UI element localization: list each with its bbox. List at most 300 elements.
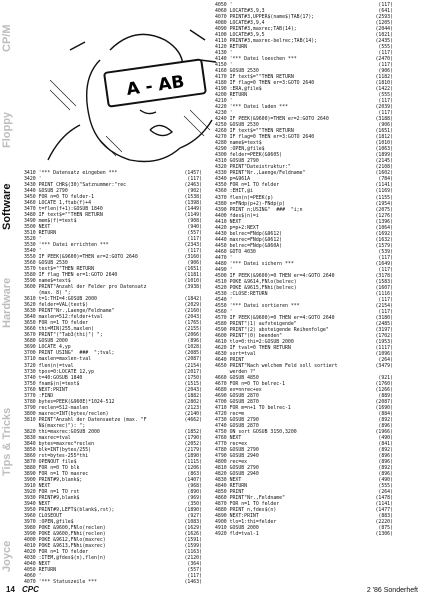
page-number: 14	[6, 585, 15, 594]
checksum: (1810)	[375, 80, 393, 87]
code-text: 3980 POKE &9600,FNlo(reclen)	[24, 524, 106, 531]
code-text: 4020 FOR n=1 TO felder	[24, 548, 89, 555]
code-text: 4420 p=p+2:NEXT	[215, 224, 259, 231]
code-text: 4400 fdes$(n)=i	[215, 212, 259, 219]
code-text: 3920 FOR n=1 TO rst	[24, 488, 80, 495]
checksum: (1629)	[184, 524, 202, 531]
code-text: 3970 :OPEN,@file$	[24, 518, 74, 525]
code-text: 4080 LOCATE#3,9,4	[215, 20, 265, 27]
checksum: (2043)	[184, 386, 202, 393]
checksum: (2593)	[375, 14, 393, 21]
checksum: (1966)	[375, 429, 393, 436]
checksum: (1306)	[375, 531, 393, 538]
checksum: (2029)	[184, 302, 202, 309]
code-text: 3660 thi=MIN(255,maxlen)	[24, 326, 94, 333]
checksum: (2039)	[375, 104, 393, 111]
code-text: 4390 PRINT n;USING" ### "i;n	[215, 206, 303, 213]
code-text: 4170 IF text$=""THEN RETURN	[215, 74, 294, 81]
code-text: 4920 fld=tval-1	[215, 531, 259, 538]
code-text: 3620 felder=VAL(text$)	[24, 302, 89, 309]
checksum: (117)	[378, 266, 393, 273]
code-text: 4590 PRINT"(2) absteigende Reihenfolge"	[215, 326, 329, 333]
code-text: 4110 PRINT#3,maxrec-belrec;TAB(14);	[215, 38, 318, 45]
section-sidebar	[0, 0, 16, 600]
code-text: 4850 PRINT	[215, 489, 245, 496]
code-text: 4430 belrec=FNdp(&9612)	[215, 230, 283, 237]
code-text: 3850 blk=INT(bytes/255)	[24, 446, 92, 453]
code-text: 4220 '*** Datei laden ***	[215, 104, 288, 111]
checksum: (117)	[378, 296, 393, 303]
code-text: 4150 '	[215, 62, 233, 69]
checksum: (1463)	[184, 579, 202, 586]
code-text: 4800 rec=ex	[215, 459, 248, 466]
code-text: 4550 '*** Datei sortieren ***	[215, 302, 300, 309]
checksum: (117)	[187, 573, 202, 580]
code-text: 3780 bytes=PEEK(&960E)*1024-512	[24, 398, 115, 405]
code-text: 3460 LOCATE 1,ftab(f)+4	[24, 200, 92, 207]
checksum: (1182)	[375, 74, 393, 81]
code-text: 4910 GOSUB 2000	[215, 525, 259, 532]
code-text: 4380 n=FNdp(p+2)-FNdp(p)	[215, 200, 285, 207]
code-text: 3570 text$=""THEN RETURN	[24, 266, 94, 273]
code-text: 3930 PRINT#9,blank$	[24, 494, 80, 501]
code-text: 4410 NEXT	[215, 218, 242, 225]
checksum: (2085)	[184, 350, 202, 357]
code-text: 4730 GOSUB 2790	[215, 417, 259, 424]
checksum: (117)	[378, 254, 393, 261]
checksum: (1760)	[375, 380, 393, 387]
checksum: (1954)	[375, 200, 393, 207]
code-text: 4270 IF flag=0 THEN er=3:GOTO 2640	[215, 134, 315, 141]
checksum: (1206)	[184, 464, 202, 471]
code-text: 4840 RETURN	[215, 483, 248, 490]
page-footer	[6, 582, 418, 594]
checksum: (1579)	[375, 242, 393, 249]
code-text: 3950 PRINT#9,LEFT$(blank$,rst);	[24, 506, 115, 513]
code-text: 3530 '*** Datei errichten ***	[24, 242, 109, 249]
code-text: 3690 LOCATE 4,yp	[24, 344, 71, 351]
code-text: 4610 tlo=0:thi=2:GOSUB 2000	[215, 338, 294, 345]
code-text: 4770 rec=ex	[215, 441, 248, 448]
code-text: 4600 PRINT"(0) beenden"	[215, 332, 283, 339]
code-text: 3470 t=flen(f+1):GOSUB 1840	[24, 206, 103, 213]
code-text: 3910 NEXT	[24, 482, 51, 489]
checksum: (927)	[187, 512, 202, 519]
code-text: 3440 GOSUB 2790	[24, 188, 68, 195]
checksum: (1141)	[375, 182, 393, 189]
checksum: (117)	[378, 110, 393, 117]
checksum: (117)	[378, 2, 393, 8]
checksum: (1538)	[184, 194, 202, 201]
code-text: 4050 RETURN	[24, 567, 57, 574]
checksum: (1651)	[375, 128, 393, 135]
code-text: 3730 tpos=0:LOCATE 12,yp	[24, 368, 94, 375]
checksum: (2043)	[184, 314, 202, 321]
code-text: 4860 PRINT"Nr.,Feldname"	[215, 495, 285, 502]
checksum: (2220)	[375, 519, 393, 526]
code-text: 4330 PRINT"Nr.,Laenge/Feldname"	[215, 170, 306, 177]
sidebar-item-hardware: Hardware	[1, 277, 13, 328]
checksum: (1583)	[375, 278, 393, 285]
code-text: 3640 maxlen=512:felder+tval	[24, 314, 103, 321]
code-text: 3760 NEXT:PRINT	[24, 386, 68, 393]
code-text: 4060 '	[24, 573, 42, 580]
checksum: (1626)	[184, 530, 202, 537]
code-text: 4230 '	[215, 110, 233, 117]
checksum: (1028)	[184, 344, 202, 351]
code-text: 3560 GOSUB 2530	[24, 260, 68, 267]
checksum: (1478)	[375, 495, 393, 502]
code-text: 4370 flen(n)=PEEK(p)	[215, 194, 274, 201]
code-text: 4320 PRINT"Dateistruktur:"	[215, 164, 291, 171]
code-text: 3710 maxlen=maxlen-tval	[24, 356, 92, 363]
checksum: (2044)	[375, 26, 393, 33]
code-text: 4680 ex=nnrec+ex	[215, 387, 262, 393]
checksum: (968)	[187, 482, 202, 489]
cartoon-illustration	[40, 20, 218, 168]
code-text: 4360 :EHIT,@i	[215, 188, 253, 195]
checksum: (906)	[378, 68, 393, 75]
code-text: 3840 bytes=maxrec*reclen	[24, 440, 94, 447]
code-text: 3900 PRINT#9,blank$;	[24, 476, 83, 483]
checksum: (1115)	[184, 458, 202, 465]
checksum: (1953)	[375, 338, 393, 345]
checksum: (3160)	[184, 254, 202, 261]
sidebar-item-tips-tricks: Tips & Tricks	[1, 407, 13, 476]
code-text: 4670 FOR n=0 TO belrec-1	[215, 380, 285, 387]
checksum: (1890)	[184, 506, 202, 513]
code-text: 4870 FOR n=1 TO felder	[215, 501, 280, 508]
checksum: (3178)	[375, 272, 393, 279]
code-text: 4460 GOTO 4030	[215, 248, 256, 255]
code-text: 4000 POKE &9612,FNlo(maxrec)	[24, 536, 106, 543]
checksum: (875)	[378, 525, 393, 532]
checksum: (3938)	[184, 284, 202, 291]
code-text: 4700 GOSUB 2870	[215, 399, 259, 406]
code-text: 3790 reclen=512-maxlen	[24, 404, 89, 411]
checksum: (1599)	[184, 542, 202, 549]
code-text: 3860 rst=bytes-255*thi	[24, 452, 89, 459]
code-text: 3750 fnam$(n)=text$	[24, 380, 80, 387]
code-text: 3630 PRINT"Nr.,Laenge/Feldname"	[24, 308, 115, 315]
code-text: 4200 RETURN	[215, 92, 248, 99]
checksum: (490)	[378, 477, 393, 484]
checksum: (1064)	[375, 224, 393, 231]
checksum: (2154)	[184, 362, 202, 369]
code-text: 4300 felder=PEEK(&9605)	[215, 152, 283, 159]
checksum: (883)	[378, 513, 393, 520]
code-text: 4720 rec=m	[215, 411, 245, 418]
checksum: (884)	[378, 411, 393, 418]
code-text: 3490 mem$(f)=text$	[24, 218, 77, 225]
checksum: (2052)	[184, 440, 202, 447]
checksum: (2485)	[375, 320, 393, 327]
checksum: (641)	[378, 8, 393, 15]
sidebar-item-floppy: Floppy	[1, 111, 13, 148]
code-text: 3580 IF flag THEN er=1:GOTO 2640	[24, 272, 118, 279]
checksum: (555)	[378, 483, 393, 490]
sign-text: A - AB	[125, 72, 186, 100]
checksum: (1690)	[375, 405, 393, 412]
checksum: (557)	[187, 567, 202, 574]
code-text: 4310 GOSUB 2790	[215, 158, 259, 165]
checksum: (2075)	[375, 206, 393, 213]
checksum: (2120)	[184, 555, 202, 561]
checksum: (1602)	[375, 170, 393, 177]
code-text: 4650 PRINT"Nach welchem Feld soll sortiert	[215, 362, 338, 369]
checksum: (117)	[378, 62, 393, 69]
checksum: (1010)	[184, 278, 202, 285]
checksum: (3188)	[375, 116, 393, 123]
checksum: (1149)	[184, 212, 202, 219]
code-text: 4050 '	[215, 2, 233, 8]
code-text: 4750 ON sort GOSUB 3150,3200	[215, 429, 297, 436]
code-text: 3820 thi=maxrec:GOSUB 2000	[24, 428, 100, 435]
code-text: 4030 :ITEM,@fdes$(n),flen(n)	[24, 555, 106, 561]
code-text: 4070 '*** Statuszeile ***	[24, 579, 97, 586]
code-text: 3500 NEXT	[24, 224, 51, 231]
checksum: (2802)	[184, 398, 202, 405]
checksum: (892)	[378, 465, 393, 472]
code-text: 4620 IF tval=0 THEN RETURN	[215, 344, 291, 351]
checksum: (1163)	[184, 548, 202, 555]
checksum: (896)	[187, 338, 202, 345]
checksum: (896)	[378, 471, 393, 478]
checksum: (2160)	[184, 308, 202, 315]
code-text: 3410 '*** Datensatz eingeben ***	[24, 170, 118, 176]
checksum: (1116)	[375, 290, 393, 297]
code-text: 4090 PRINT#3,maxrec;TAB(14);	[215, 26, 297, 33]
sidebar-item-software: Software	[1, 183, 13, 230]
code-text: 4490 '	[215, 266, 233, 273]
code-text: 3940 NEXT	[24, 500, 51, 507]
checksum: (1083)	[184, 518, 202, 525]
code-text: 3420 '	[24, 176, 42, 183]
code-text: 3960 CLOSEOUT	[24, 512, 62, 519]
code-text: 3990 POKE &9600,FNhi(reclen)	[24, 530, 106, 537]
code-text: 4040 NEXT	[24, 561, 51, 568]
code-text: 4060 LOCATE#3,9,3	[215, 8, 265, 15]
checksum: (969)	[187, 494, 202, 501]
checksum: (1632)	[375, 236, 393, 243]
code-text: 4010 POKE &9613,FNhi(maxrec)	[24, 542, 106, 549]
issue-label: 2 '86 Sonderheft	[366, 587, 418, 594]
code-text: 3430 PRINT CHR$(30)"Satznummer:"rec	[24, 182, 127, 189]
code-text: 4190 :ERA,@file$	[215, 86, 262, 93]
code-text: 3550 IF PEEK(&9600)=THEN er=2:GOTO 2640	[24, 254, 138, 261]
code-text: werden ?"	[215, 368, 256, 375]
code-text: 3720 flen(n)=tval	[24, 362, 74, 369]
code-text: 4470 '	[215, 254, 233, 261]
checksum: (1266)	[375, 387, 393, 393]
checksum: (921)	[378, 374, 393, 381]
checksum: (1010)	[375, 140, 393, 147]
code-text: 3670 PRINT"("Tab3(thi)") ";	[24, 332, 103, 339]
code-text: 4250 GOSUB 2530	[215, 122, 259, 129]
checksum: (1398)	[184, 200, 202, 207]
checksum: (784)	[378, 176, 393, 183]
code-text: 3520 '	[24, 236, 42, 243]
code-text: 4480 '*** Datei sichern ***	[215, 260, 294, 267]
checksum: (557)	[187, 230, 202, 237]
code-text: 4820 GOSUB 2940	[215, 471, 259, 478]
checksum: (2123)	[184, 404, 202, 411]
checksum: (539)	[378, 248, 393, 255]
checksum: (2435)	[375, 38, 393, 45]
checksum: (890)	[187, 488, 202, 495]
checksum: (1477)	[375, 507, 393, 514]
checksum: (889)	[378, 393, 393, 400]
magazine-name: CPC	[22, 585, 39, 594]
checksum: (2087)	[375, 399, 393, 406]
code-text: 4240 IF PEEK(&9600)=THEN er=2:GOTO 2640	[215, 116, 329, 123]
code-text: 4780 GOSUB 2790	[215, 447, 259, 454]
checksum: (2463)	[184, 182, 202, 189]
code-text: 4280 name$=text$	[215, 140, 262, 147]
checksum: (264)	[378, 489, 393, 496]
code-text: 4630 sort=tval	[215, 350, 256, 357]
checksum: (2343)	[184, 242, 202, 249]
code-text: 4880 PRINT n,fdes$(n)	[215, 507, 277, 514]
checksum: (1702)	[375, 332, 393, 339]
checksum: (2155)	[184, 326, 202, 333]
checksum: (2154)	[375, 302, 393, 309]
checksum: (1141)	[375, 501, 393, 508]
checksum: (1396)	[375, 218, 393, 225]
code-text: 4510 POKE &9614,FNlo(belrec)	[215, 278, 297, 285]
checksum: (1890)	[184, 452, 202, 459]
code-text: 3810 PRINT"Anzahl der Datensaetze (max. "F	[24, 416, 147, 423]
code-text: 4160 GOSUB 2530	[215, 68, 259, 75]
code-text: 4070 PRINT#3,UPPER$(name$)TAB(17);	[215, 14, 315, 21]
code-text: 3830 maxrec=tval	[24, 434, 71, 441]
code-text: 4760 NEXT	[215, 435, 242, 442]
code-text: 4130 '	[215, 50, 233, 57]
code-text: 4440 maxrec=FNdp(&9612)	[215, 236, 283, 243]
checksum: (1790)	[184, 434, 202, 441]
code-text: 4580 PRINT"(1) aufsteigende"	[215, 320, 297, 327]
checksum: (896)	[378, 453, 393, 460]
code-text: 4570 IF PEEK(&9600)=0 THEN er=4:GOTO 2640	[215, 314, 335, 321]
checksum: (896)	[378, 423, 393, 430]
code-text: 4830 NEXT	[215, 477, 242, 484]
checksum: (841)	[378, 441, 393, 448]
code-text: 3890 FOR n=1 TO maxrec	[24, 470, 89, 477]
checksum: (117)	[378, 50, 393, 57]
checksum: (4662)	[184, 416, 202, 423]
code-text: (max. 8) ";	[24, 290, 71, 297]
checksum: (117)	[187, 236, 202, 243]
checksum: (1750)	[184, 374, 202, 381]
checksum: (1449)	[184, 206, 202, 213]
code-text: 4790 GOSUB 2940	[215, 453, 259, 460]
code-text: 3540 '	[24, 248, 42, 255]
checksum: (2066)	[184, 332, 202, 339]
checksum: (892)	[378, 447, 393, 454]
code-text: 3590 name$=text$	[24, 278, 71, 285]
checksum: (1063)	[375, 146, 393, 153]
checksum: (1205)	[375, 20, 393, 27]
code-text: 3510 RETURN	[24, 230, 57, 237]
checksum: (1021)	[375, 32, 393, 39]
checksum: (1096)	[375, 350, 393, 357]
checksum: (906)	[378, 122, 393, 129]
checksum: (2145)	[375, 158, 393, 165]
code-text: 4450 belrec=FNdp(&960A)	[215, 242, 283, 249]
checksum: (1812)	[375, 134, 393, 141]
checksum: (1117)	[375, 344, 393, 351]
checksum: (863)	[187, 470, 202, 477]
checksum: (1651)	[184, 266, 202, 273]
code-text: 3650 FOR n=1 TO felder	[24, 320, 89, 327]
checksum: (908)	[187, 218, 202, 225]
checksum: (3479)	[375, 362, 393, 369]
checksum: (350)	[187, 500, 202, 507]
code-text: 3480 IF text$=""THEN RETURN	[24, 212, 103, 219]
code-text: N$(maxrec)"): ";	[24, 422, 86, 429]
checksum: (2108)	[375, 164, 393, 171]
checksum: (906)	[187, 260, 202, 267]
code-text: 3800 maxrec=INT(bytes/reclen)	[24, 410, 109, 417]
checksum: (555)	[378, 44, 393, 51]
code-text: 3880 FOR n=0 TO blk	[24, 464, 80, 471]
checksum: (1407)	[184, 476, 202, 483]
checksum: (1692)	[375, 230, 393, 237]
checksum: (1607)	[375, 284, 393, 291]
code-text: 4180 IF flag=0 THEN er=3:GOTO 2640	[215, 80, 315, 87]
code-text: 4660 GOSUB 4850	[215, 374, 259, 381]
checksum: (1181)	[184, 272, 202, 279]
code-text: 3870 OPENOUT file$	[24, 458, 77, 465]
checksum: (940)	[187, 224, 202, 231]
code-text: 4340 p=&961A	[215, 176, 250, 183]
checksum: (117)	[187, 176, 202, 183]
checksum: (117)	[378, 308, 393, 315]
code-text: 4530 :CLOSE:RETURN	[215, 290, 268, 297]
checksum: (1852)	[184, 428, 202, 435]
checksum: (2017)	[184, 368, 202, 375]
checksum: (1155)	[375, 194, 393, 201]
sidebar-item-joyce: Joyce	[1, 540, 13, 572]
listing-right	[215, 2, 393, 537]
code-text: 4810 GOSUB 2790	[215, 465, 259, 472]
code-text: 3610 t=1:THI=4:GOSUB 2000	[24, 296, 97, 303]
checksum: (364)	[187, 561, 202, 568]
checksum: (3197)	[375, 326, 393, 333]
checksum: (2140)	[184, 410, 202, 417]
code-text: 4520 POKE &9615,FNhi(belrec)	[215, 284, 297, 291]
checksum: (902)	[187, 188, 202, 195]
sidebar-item-cpm: CP/M	[1, 24, 13, 52]
checksum: (1515)	[184, 380, 202, 387]
code-line	[215, 531, 393, 537]
checksum: (1457)	[184, 170, 202, 176]
code-text: 4210 '	[215, 98, 233, 105]
code-text: 4100 LOCATE#3,9,5	[215, 32, 265, 39]
code-text: 4740 GOSUB 2870	[215, 423, 259, 430]
checksum: (1649)	[375, 260, 393, 267]
checksum: (117)	[187, 248, 202, 255]
checksum: (2087)	[184, 356, 202, 363]
code-text: 4140 '*** Datei loeschen ***	[215, 56, 297, 63]
code-text: 4690 GOSUB 2870	[215, 393, 259, 400]
code-text: 3770 :FIND	[24, 392, 54, 399]
checksum: (1276)	[375, 212, 393, 219]
code-text: 4500 IF PEEK(&9600)=0 THEN er=4:GOTO 2640	[215, 272, 335, 279]
code-text: 3680 GOSUB 2000	[24, 338, 68, 345]
code-text: 4290 :OPEN,@file$	[215, 146, 265, 153]
code-text: 3700 PRINT USING" ### ";tval;	[24, 350, 115, 357]
